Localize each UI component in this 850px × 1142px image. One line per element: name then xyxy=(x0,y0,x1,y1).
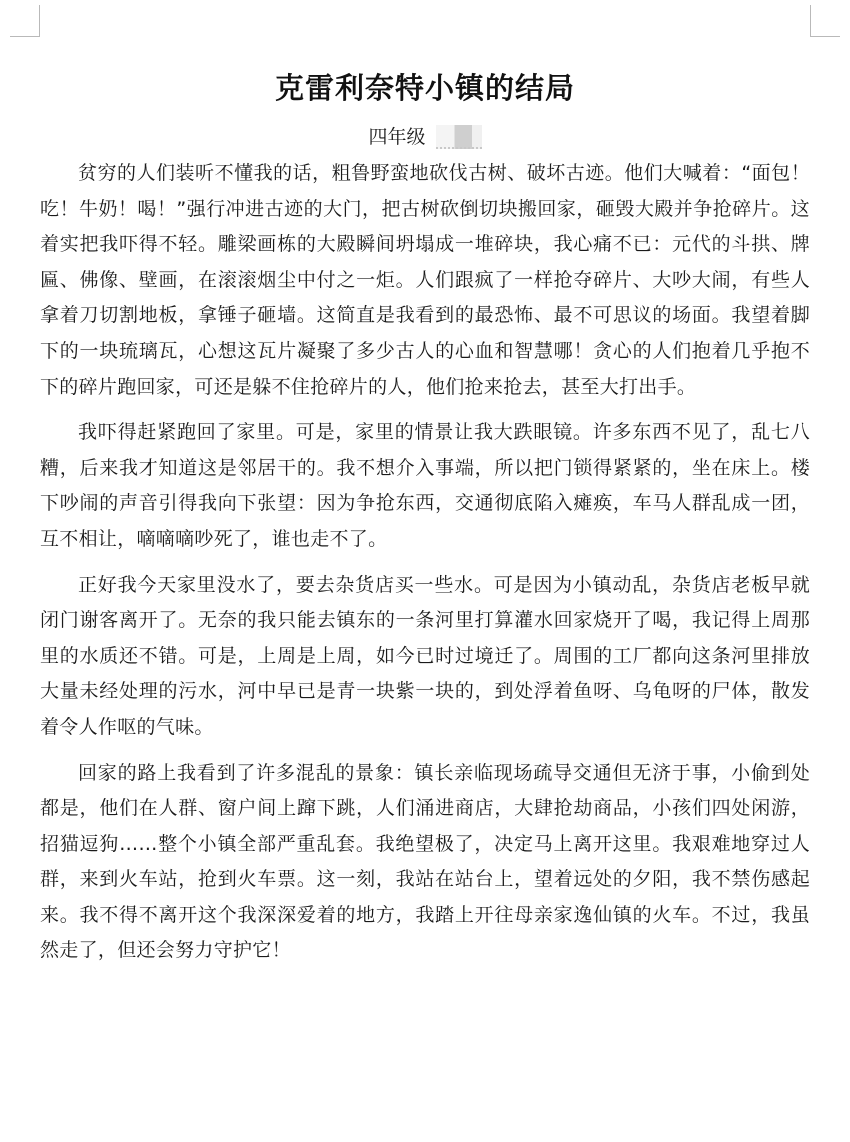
author-byline xyxy=(0,122,850,151)
grade-label: 四年级 xyxy=(368,125,426,148)
paragraph-4: 回家的路上我看到了许多混乱的景象：镇长亲临现场疏导交通但无济于事，小偷到处都是，他们在人群、窗户间上蹿下跳，人们涌进商店，大肆抢劫商品，小孩们四处闲游，招猫逗狗……整个小镇全部严重乱套。我绝望极了，决定马上离开这里。我艰难地穿过人群，来到火车站，抢到火车票。这一刻，我站在站台上，望着远处的夕阳，我不禁伤感起来。我不得不离开这个我深深爱着的地方，我踏上开往母亲家逸仙镇的火车。不过，我虽然走了，但还会努力守护它！ xyxy=(40,761,810,962)
page-corner-mark-top-right xyxy=(810,5,840,37)
page-corner-mark-top-left xyxy=(10,5,40,37)
essay-body xyxy=(40,156,810,979)
paragraph-3: 正好我今天家里没水了，要去杂货店买一些水。可是因为小镇动乱，杂货店老板早就闭门谢客离开了。无奈的我只能去镇东的一条河里打算灌水回家烧开了喝，我记得上周那里的水质还不错。可是，上周是上周，如今已时过境迁了。周围的工厂都向这条河里排放大量未经处理的污水，河中早已是青一块紫一块的，到处浮着鱼呀、乌龟呀的尸体，散发着令人作呕的气味。 xyxy=(40,573,810,738)
paragraph-2: 我吓得赶紧跑回了家里。可是，家里的情景让我大跌眼镜。许多东西不见了，乱七八糟，后来我才知道这是邻居干的。我不想介入事端，所以把门锁得紧紧的，坐在床上。楼下吵闹的声音引得我向下张望：因为争抢东西，交通彻底陷入瘫痪，车马人群乱成一团，互不相让，嘀嘀嘀吵死了，谁也走不了。 xyxy=(40,421,810,550)
redacted-author-name xyxy=(436,125,482,149)
paragraph-1: 贫穷的人们装听不懂我的话，粗鲁野蛮地砍伐古树、破坏古迹。他们大喊着：“面包！吃！牛奶！喝！”强行冲进古迹的大门，把古树砍倒切块搬回家，砸毁大殿并争抢碎片。这着实把我吓得不轻。雕梁画栋的大殿瞬间坍塌成一堆碎块，我心痛不已：元代的斗拱、牌匾、佛像、壁画，在滚滚烟尘中付之一炬。人们跟疯了一样抢夺碎片、大吵大闹，有些人拿着刀切割地板，拿锤子砸墙。这简直是我看到的最恐怖、最不可思议的场面。我望着脚下的一块琉璃瓦，心想这瓦片凝聚了多少古人的心血和智慧哪！贪心的人们抱着几乎抱不下的碎片跑回家，可还是躲不住抢碎片的人，他们抢来抢去，甚至大打出手。 xyxy=(40,162,810,398)
essay-title: 克雷利奈特小镇的结局 xyxy=(274,71,575,105)
